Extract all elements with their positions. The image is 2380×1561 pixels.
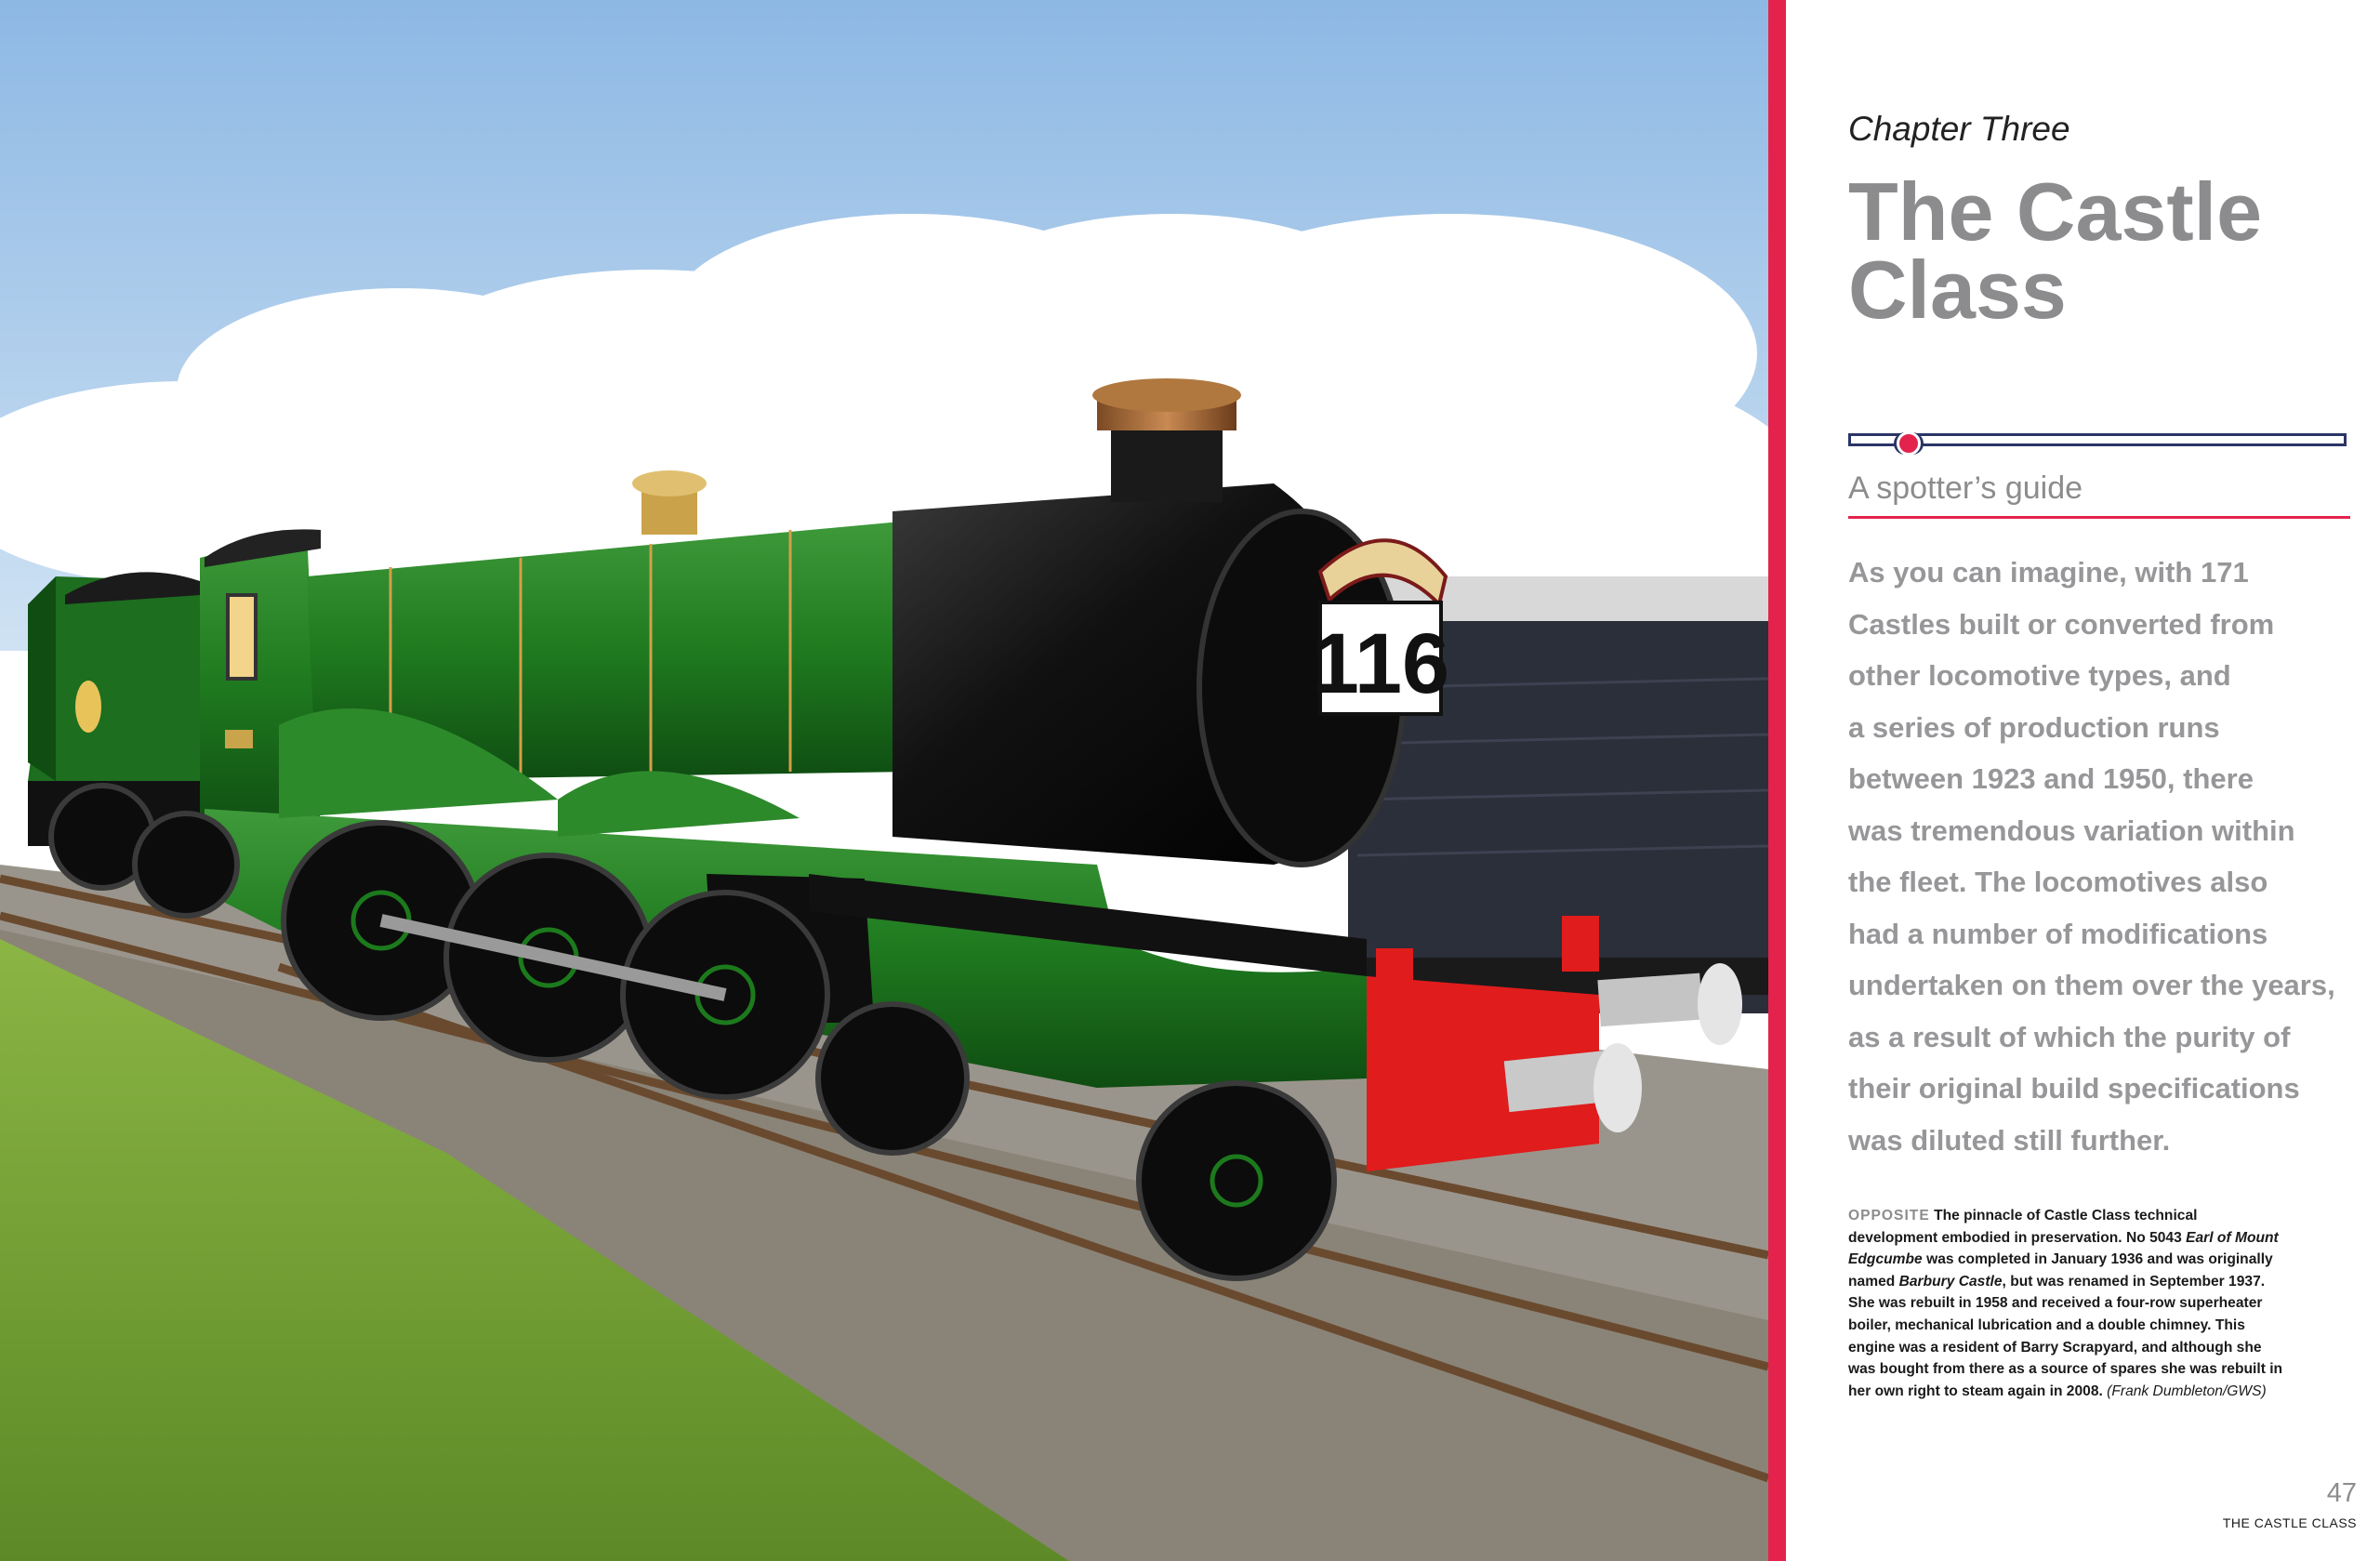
chapter-title-line: Class xyxy=(1848,244,2067,336)
divider-dot-icon xyxy=(1897,431,1921,456)
chapter-label: Chapter Three xyxy=(1848,110,2070,148)
running-head: THE CASTLE CLASS xyxy=(2222,1515,2357,1530)
section-divider xyxy=(1848,433,2347,446)
lead-line: had a number of modifications xyxy=(1848,917,2268,950)
headboard xyxy=(1312,540,1449,714)
lead-line: their original build specifications xyxy=(1848,1072,2300,1105)
photo-credit: (Frank Dumbleton/GWS) xyxy=(2107,1382,2267,1399)
lead-line: As you can imagine, with 171 xyxy=(1848,556,2249,589)
lead-line: the fleet. The locomotives also xyxy=(1848,866,2268,898)
lead-line: as a result of which the purity of xyxy=(1848,1020,2291,1053)
lead-line: undertaken on them over the years, xyxy=(1848,969,2335,1001)
photo-caption: OPPOSITE The pinnacle of Castle Class technical development embodied in preservation. No 5043 Earl of Mount Edgcumbe was completed in January 1936 and was originally named Barbury Castle, but was renamed in September 1937. She was rebuilt in 1958 and received a four-row superheater boiler, mechanical lubrication and a double chimney. This engine was a resident of Barry Scrapyard, and although she was bought from there as a source of spares she was rebuilt in her own right to steam again in 2008. (Frank Dumbleton/GWS) xyxy=(1848,1208,2283,1399)
chapter-title xyxy=(1848,165,2263,336)
lead-line: was diluted still further. xyxy=(1848,1123,2171,1157)
section-heading: A spotter’s guide xyxy=(1848,470,2350,519)
lead-line: was tremendous variation within xyxy=(1848,814,2295,847)
text-page xyxy=(1786,0,2380,1561)
lead-line: other locomotive types, and xyxy=(1848,659,2231,692)
lead-paragraph xyxy=(1848,547,2360,1166)
lead-line: a series of production runs xyxy=(1848,710,2220,744)
lead-line: Castles built or converted from xyxy=(1848,607,2275,641)
spine-accent-bar xyxy=(1768,0,1786,1561)
loco-number: 116 xyxy=(1311,616,1450,711)
caption-label: OPPOSITE xyxy=(1848,1208,1930,1224)
lead-line: between 1923 and 1950, there xyxy=(1848,762,2254,795)
page-number: 47 xyxy=(2326,1478,2357,1508)
chapter-title-line: The Castle xyxy=(1848,165,2263,258)
